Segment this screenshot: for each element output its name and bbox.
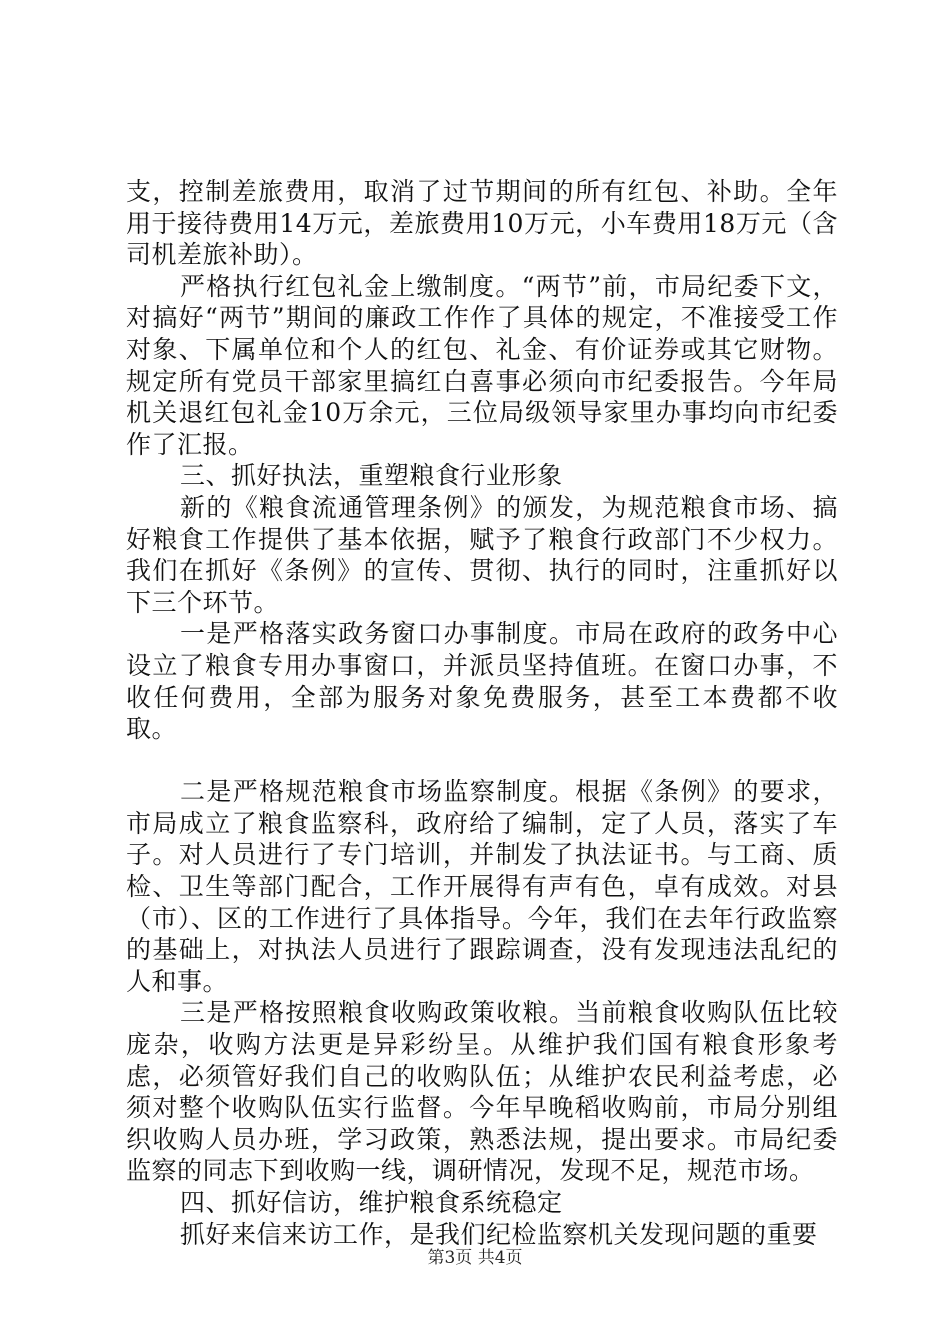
paragraph-service-window: 一是严格落实政务窗口办事制度。市局在政府的政务中心设立了粮食专用办事窗口，并派员坚持值班。在窗口办事，不收任何费用，全部为服务对象免费服务，甚至工本费都不收取。 [126,619,838,744]
paragraph-continued: 支，控制差旅费用，取消了过节期间的所有红包、补助。全年用于接待费用14万元，差旅费用10万元，小车费用18万元（含司机差旅补助）。 [126,177,838,270]
section-heading-law-enforcement: 三、抓好执法，重塑粮食行业形象 [180,461,563,491]
paragraph-purchase-policy: 三是严格按照粮食收购政策收粮。当前粮食收购队伍比较庞杂，收购方法更是异彩纷呈。从维护我们国有粮食形象考虑，必须管好我们自己的收购队伍；从维护农民利益考虑，必须对整个收购队伍实行监督。今年早晚稻收购前，市局分别组织收购人员办班，学习政策，熟悉法规，提出要求。市局纪委监察的同志下到收购一线，调研情况，发现不足，规范市场。 [126,998,838,1186]
paragraph-petitions-intro: 抓好来信来访工作，是我们纪检监察机关发现问题的重要 [180,1219,818,1249]
paragraph-regulation-intro: 新的《粮食流通管理条例》的颁发，为规范粮食市场、搞好粮食工作提供了基本依据，赋予了粮食行政部门不少权力。我们在抓好《条例》的宣传、贯彻、执行的同时，注重抓好以下三个环节。 [126,492,838,617]
paragraph-red-envelope-policy: 严格执行红包礼金上缴制度。“两节”前，市局纪委下文，对搞好“两节”期间的廉政工作作了具体的规定，不准接受工作对象、下属单位和个人的红包、礼金、有价证券或其它财物。规定所有党员干部家里搞红白喜事必须向市纪委报告。今年局机关退红包礼金10万余元，三位局级领导家里办事均向市纪委作了汇报。 [126,271,838,459]
section-heading-petitions: 四、抓好信访，维护粮食系统稳定 [180,1188,563,1217]
document-body [126,176,838,1250]
page-number-footer: 第3页 共4页 [427,1248,523,1268]
paragraph-market-supervision: 二是严格规范粮食市场监察制度。根据《条例》的要求，市局成立了粮食监察科，政府给了编制，定了人员，落实了车子。对人员进行了专门培训，并制发了执法证书。与工商、质检、卫生等部门配合，工作开展得有声有色，卓有成效。对县（市）、区的工作进行了具体指导。今年，我们在去年行政监察的基础上，对执法人员进行了跟踪调查，没有发现违法乱纪的人和事。 [126,777,838,996]
